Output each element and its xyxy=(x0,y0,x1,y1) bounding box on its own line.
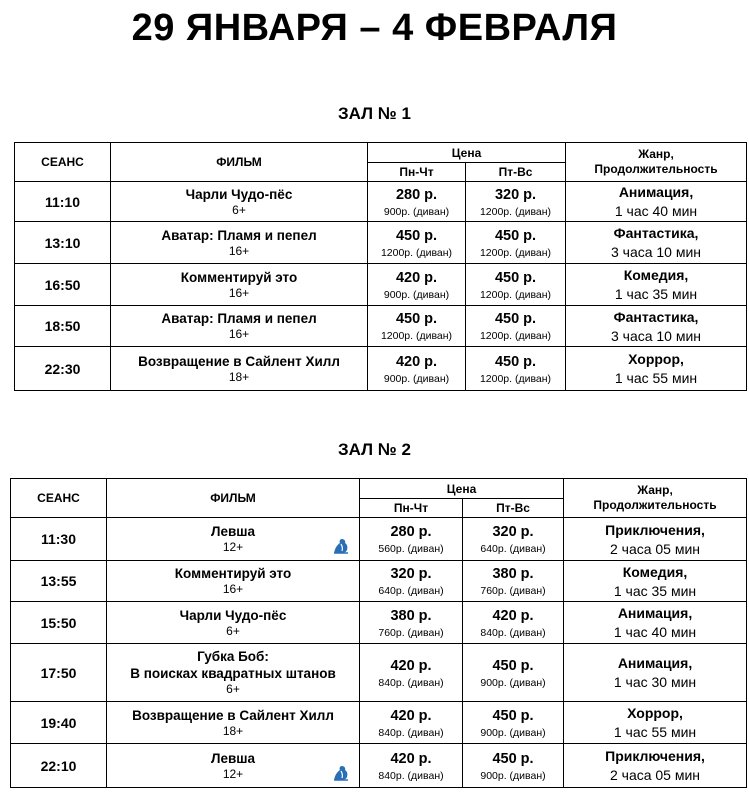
price-weekend-sofa: 900р. (диван) xyxy=(480,726,546,739)
header-genre-label: Жанр, xyxy=(637,483,673,497)
age-rating: 16+ xyxy=(222,582,244,596)
genre-cell xyxy=(564,561,747,602)
genre: Комедия, xyxy=(623,267,689,283)
genre: Фантастика, xyxy=(613,225,699,241)
film-cell xyxy=(107,744,360,788)
session-row xyxy=(15,264,747,306)
film-cell xyxy=(107,602,360,644)
session-row xyxy=(11,744,747,788)
session-row xyxy=(15,222,747,264)
session-time: 13:55 xyxy=(11,561,107,602)
price-weekdays-value: 280 р. xyxy=(390,524,432,540)
hall-1-title: ЗАЛ № 1 xyxy=(338,104,411,123)
film-cell xyxy=(111,264,368,306)
price-weekdays-value: 420 р. xyxy=(390,750,432,767)
pushkin-card-icon xyxy=(331,763,351,783)
price-weekend-sofa: 1200р. (диван) xyxy=(479,205,552,218)
price-weekdays xyxy=(360,702,463,744)
film-title: Аватар: Пламя и пепел xyxy=(161,227,317,243)
price-weekdays-value: 420 р. xyxy=(390,707,432,724)
price-weekdays xyxy=(360,744,463,788)
session-row xyxy=(11,561,747,602)
session-time: 16:50 xyxy=(15,264,111,306)
duration: 2 часа 05 мин xyxy=(609,767,701,783)
genre-cell xyxy=(566,222,747,264)
price-weekend-sofa: 1200р. (диван) xyxy=(479,246,552,259)
session-row xyxy=(15,347,747,391)
hall-2-schedule xyxy=(10,478,747,788)
age-rating: 6+ xyxy=(226,623,240,638)
price-weekdays xyxy=(360,561,463,602)
price-weekdays-sofa: 840р. (диван) xyxy=(378,676,444,689)
header-session: СЕАНС xyxy=(11,479,107,518)
age-rating: 16+ xyxy=(228,285,250,300)
genre-cell xyxy=(564,644,747,702)
price-weekend-sofa: 1200р. (диван) xyxy=(479,288,552,301)
session-time: 22:10 xyxy=(11,744,107,788)
age-rating: 18+ xyxy=(228,369,250,384)
film-title-line-2: В поисках квадратных штанов xyxy=(130,666,336,681)
session-time: 17:50 xyxy=(11,644,107,702)
film-title: Возвращение в Сайлент Хилл xyxy=(132,707,334,723)
genre: Анимация, xyxy=(618,184,694,200)
price-weekdays xyxy=(368,306,466,347)
genre-cell xyxy=(566,306,747,347)
price-weekend-value: 450 р. xyxy=(494,269,537,286)
price-weekdays-sofa: 840р. (диван) xyxy=(378,769,444,782)
price-weekend-value: 450 р. xyxy=(494,227,537,244)
genre-cell xyxy=(566,182,747,222)
genre: Приключения, xyxy=(605,521,705,538)
film-title: Левша xyxy=(210,750,256,766)
price-weekdays xyxy=(368,264,466,306)
price-weekdays-sofa: 900р. (диван) xyxy=(383,205,450,218)
header-price: Цена xyxy=(360,479,564,499)
price-weekend-value: 450 р. xyxy=(492,750,534,767)
genre-cell xyxy=(566,347,747,391)
price-weekdays-value: 420 р. xyxy=(390,657,432,674)
price-weekdays xyxy=(368,222,466,264)
duration: 2 часа 05 мин xyxy=(609,540,701,557)
header-genre xyxy=(566,143,747,182)
price-weekdays-sofa: 1200р. (диван) xyxy=(380,330,453,342)
price-weekdays-sofa: 840р. (диван) xyxy=(378,726,444,739)
film-cell xyxy=(107,518,360,561)
genre: Комедия, xyxy=(622,563,688,580)
session-time: 22:30 xyxy=(15,347,111,391)
price-weekdays-sofa: 760р. (диван) xyxy=(378,626,444,639)
duration: 1 час 55 мин xyxy=(614,370,698,386)
genre: Хоррор, xyxy=(627,705,683,721)
price-weekend-value: 450 р. xyxy=(492,707,534,724)
age-rating: 16+ xyxy=(228,327,250,341)
price-weekdays-value: 420 р. xyxy=(395,353,438,370)
genre-cell xyxy=(566,264,747,306)
genre: Хоррор, xyxy=(628,351,684,367)
price-weekdays-sofa: 560р. (диван) xyxy=(378,543,444,555)
price-weekdays-value: 280 р. xyxy=(395,186,438,203)
header-price: Цена xyxy=(368,143,566,163)
price-weekdays-value: 380 р. xyxy=(390,607,432,624)
film-title: Комментируй это xyxy=(174,566,292,581)
price-weekend-sofa: 1200р. (диван) xyxy=(479,330,552,342)
price-weekend-value: 420 р. xyxy=(492,607,534,624)
price-weekend-sofa: 1200р. (диван) xyxy=(479,372,552,385)
header-film: ФИЛЬМ xyxy=(111,143,368,182)
session-row xyxy=(15,306,747,347)
film-cell xyxy=(111,347,368,391)
session-row xyxy=(11,602,747,644)
price-weekdays-sofa: 640р. (диван) xyxy=(378,585,444,597)
film-title: Чарли Чудо-пёс xyxy=(185,186,293,202)
price-weekend xyxy=(466,182,566,222)
price-weekend xyxy=(466,306,566,347)
film-cell xyxy=(111,306,368,347)
session-row xyxy=(11,518,747,561)
duration: 1 час 40 мин xyxy=(614,203,698,219)
genre: Анимация, xyxy=(617,605,693,621)
price-weekend xyxy=(466,222,566,264)
price-weekend-sofa: 640р. (диван) xyxy=(480,543,546,555)
price-weekdays-value: 450 р. xyxy=(395,227,438,244)
price-weekend-sofa: 900р. (диван) xyxy=(480,769,546,782)
price-weekdays-sofa: 900р. (диван) xyxy=(383,288,450,301)
price-weekend-sofa: 900р. (диван) xyxy=(480,676,546,689)
price-weekdays-sofa: 900р. (диван) xyxy=(383,372,450,385)
header-duration-label: Продолжительность xyxy=(594,162,718,176)
session-time: 11:10 xyxy=(15,182,111,222)
film-cell xyxy=(107,644,360,702)
price-weekdays xyxy=(360,644,463,702)
header-genre-label: Жанр, xyxy=(638,147,674,161)
price-weekdays-value: 420 р. xyxy=(395,269,438,286)
session-row xyxy=(11,644,747,702)
price-weekdays xyxy=(360,602,463,644)
duration: 1 час 35 мин xyxy=(614,286,698,302)
price-weekend-sofa: 840р. (диван) xyxy=(480,626,546,639)
price-weekend-value: 320 р. xyxy=(492,524,534,540)
film-title: Чарли Чудо-пёс xyxy=(179,607,287,623)
genre-cell xyxy=(564,702,747,744)
film-title: Аватар: Пламя и пепел xyxy=(161,311,317,326)
price-weekdays xyxy=(368,182,466,222)
price-weekend-value: 450 р. xyxy=(492,657,534,674)
duration: 1 час 35 мин xyxy=(613,582,697,599)
page-title: 29 ЯНВАРЯ – 4 ФЕВРАЛЯ xyxy=(131,7,618,49)
price-weekend-value: 380 р. xyxy=(492,566,534,582)
film-title: Левша xyxy=(210,524,256,539)
header-weekdays: Пн-Чт xyxy=(368,163,466,182)
duration: 1 час 30 мин xyxy=(613,674,697,690)
session-time: 13:10 xyxy=(15,222,111,264)
header-film: ФИЛЬМ xyxy=(107,479,360,518)
genre-cell xyxy=(564,744,747,788)
film-title: Комментируй это xyxy=(180,269,298,285)
price-weekend xyxy=(463,518,564,561)
film-cell xyxy=(107,561,360,602)
price-weekdays xyxy=(360,518,463,561)
price-weekend-value: 450 р. xyxy=(494,353,537,370)
duration: 3 часа 10 мин xyxy=(610,244,702,260)
film-cell xyxy=(111,222,368,264)
price-weekend-value: 320 р. xyxy=(494,186,537,203)
genre: Фантастика, xyxy=(613,308,699,325)
session-time: 19:40 xyxy=(11,702,107,744)
film-cell xyxy=(111,182,368,222)
session-time: 11:30 xyxy=(11,518,107,561)
session-time: 18:50 xyxy=(15,306,111,347)
pushkin-card-icon xyxy=(331,536,351,556)
duration: 1 час 40 мин xyxy=(613,624,697,640)
film-cell xyxy=(107,702,360,744)
film-title: Возвращение в Сайлент Хилл xyxy=(138,353,340,369)
age-rating: 6+ xyxy=(232,202,246,217)
header-weekend: Пт-Вс xyxy=(463,499,564,518)
session-time: 15:50 xyxy=(11,602,107,644)
duration: 1 час 55 мин xyxy=(613,724,697,740)
price-weekend xyxy=(463,644,564,702)
price-weekdays-sofa: 1200р. (диван) xyxy=(380,246,453,259)
price-weekdays-value: 320 р. xyxy=(390,566,432,582)
price-weekend xyxy=(463,744,564,788)
price-weekend xyxy=(463,702,564,744)
price-weekend-sofa: 760р. (диван) xyxy=(480,585,546,597)
header-session: СЕАНС xyxy=(15,143,111,182)
price-weekend xyxy=(463,561,564,602)
age-rating: 12+ xyxy=(222,766,244,781)
price-weekend xyxy=(466,264,566,306)
header-genre xyxy=(564,479,747,518)
price-weekend xyxy=(466,347,566,391)
genre-cell xyxy=(564,518,747,561)
header-duration-label: Продолжительность xyxy=(593,498,717,512)
price-weekend xyxy=(463,602,564,644)
price-weekdays-value: 450 р. xyxy=(395,311,438,327)
age-rating: 18+ xyxy=(222,723,244,738)
session-row xyxy=(15,182,747,222)
genre: Анимация, xyxy=(617,655,693,671)
film-title: Губка Боб: xyxy=(197,649,269,664)
price-weekend-value: 450 р. xyxy=(494,311,537,327)
price-weekdays xyxy=(368,347,466,391)
age-rating: 6+ xyxy=(226,682,240,696)
session-row xyxy=(11,702,747,744)
hall-1-schedule xyxy=(14,142,747,391)
duration: 3 часа 10 мин xyxy=(610,327,702,344)
age-rating: 16+ xyxy=(228,243,250,258)
genre: Приключения, xyxy=(605,748,705,764)
header-weekend: Пт-Вс xyxy=(466,163,566,182)
hall-2-title: ЗАЛ № 2 xyxy=(338,440,411,459)
age-rating: 12+ xyxy=(222,540,244,554)
genre-cell xyxy=(564,602,747,644)
header-weekdays: Пн-Чт xyxy=(360,499,463,518)
